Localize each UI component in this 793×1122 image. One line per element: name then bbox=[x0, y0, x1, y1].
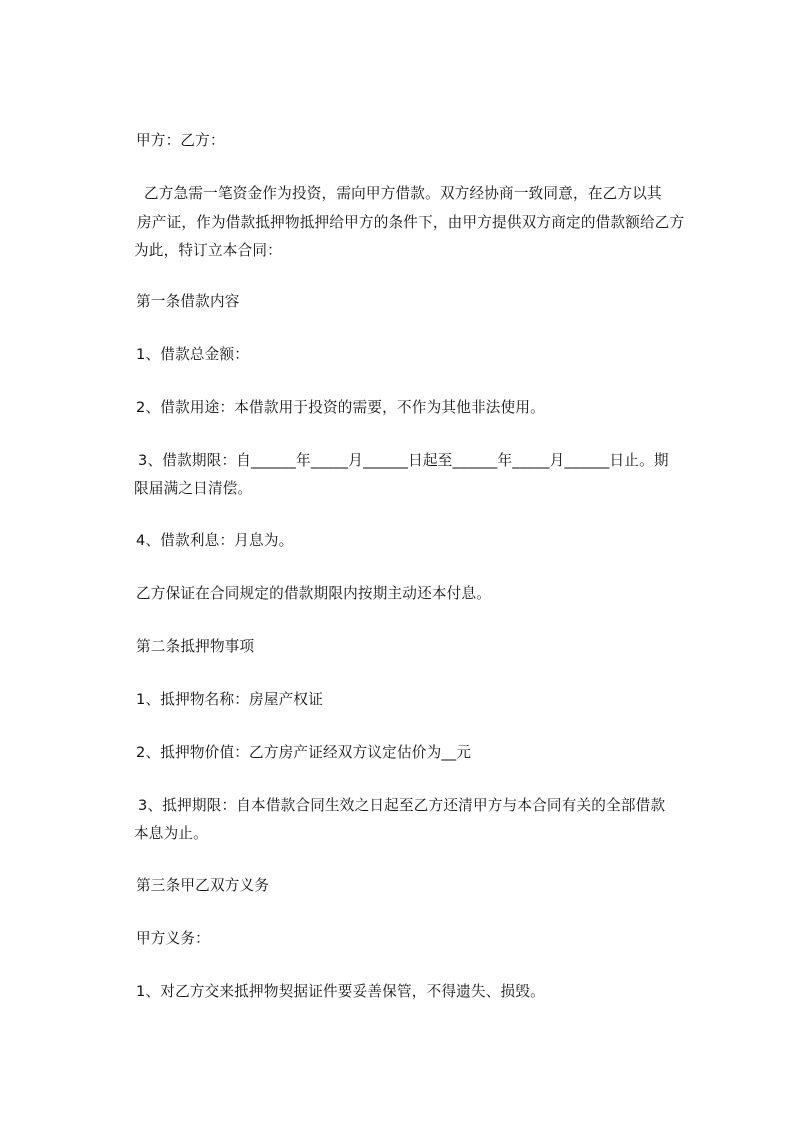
article-1-item-3-line-1: 3、借款期限：自______年_____月______日起至______年_____月______日止。期 bbox=[138, 452, 669, 469]
article-3-heading: 第三条甲乙双方义务 bbox=[136, 877, 270, 894]
article-2-item-1: 1、抵押物名称：房屋产权证 bbox=[136, 691, 324, 708]
intro-line-2: 房产证，作为借款抵押物抵押给甲方的条件下，由甲方提供双方商定的借款额给乙方 bbox=[137, 214, 685, 231]
article-1-heading: 第一条借款内容 bbox=[136, 293, 240, 310]
party-a-duties-heading: 甲方义务： bbox=[136, 930, 210, 947]
article-3-item-1: 1、对乙方交来抵押物契据证件要妥善保管，不得遗失、损毁。 bbox=[136, 983, 545, 1000]
article-1-item-2: 2、借款用途：本借款用于投资的需要，不作为其他非法使用。 bbox=[136, 399, 545, 416]
parties-line: 甲方：乙方： bbox=[136, 132, 225, 149]
article-1-item-3-line-2: 限届满之日清偿。 bbox=[134, 480, 253, 497]
intro-line-1: 乙方急需一笔资金作为投资，需向甲方借款。双方经协商一致同意，在乙方以其 bbox=[144, 185, 662, 202]
article-1-item-4: 4、借款利息：月息为。 bbox=[136, 532, 294, 549]
article-2-item-2: 2、抵押物价值：乙方房产证经双方议定估价为__元 bbox=[136, 744, 472, 761]
article-1-item-1: 1、借款总金额： bbox=[136, 346, 250, 363]
intro-line-3: 为此，特订立本合同： bbox=[134, 242, 282, 259]
repayment-guarantee: 乙方保证在合同规定的借款期限内按期主动还本付息。 bbox=[136, 585, 492, 602]
article-2-heading: 第二条抵押物事项 bbox=[136, 638, 255, 655]
article-2-item-3-line-2: 本息为止。 bbox=[134, 825, 208, 842]
article-2-item-3-line-1: 3、抵押期限：自本借款合同生效之日起至乙方还清甲方与本合同有关的全部借款 bbox=[138, 797, 666, 814]
